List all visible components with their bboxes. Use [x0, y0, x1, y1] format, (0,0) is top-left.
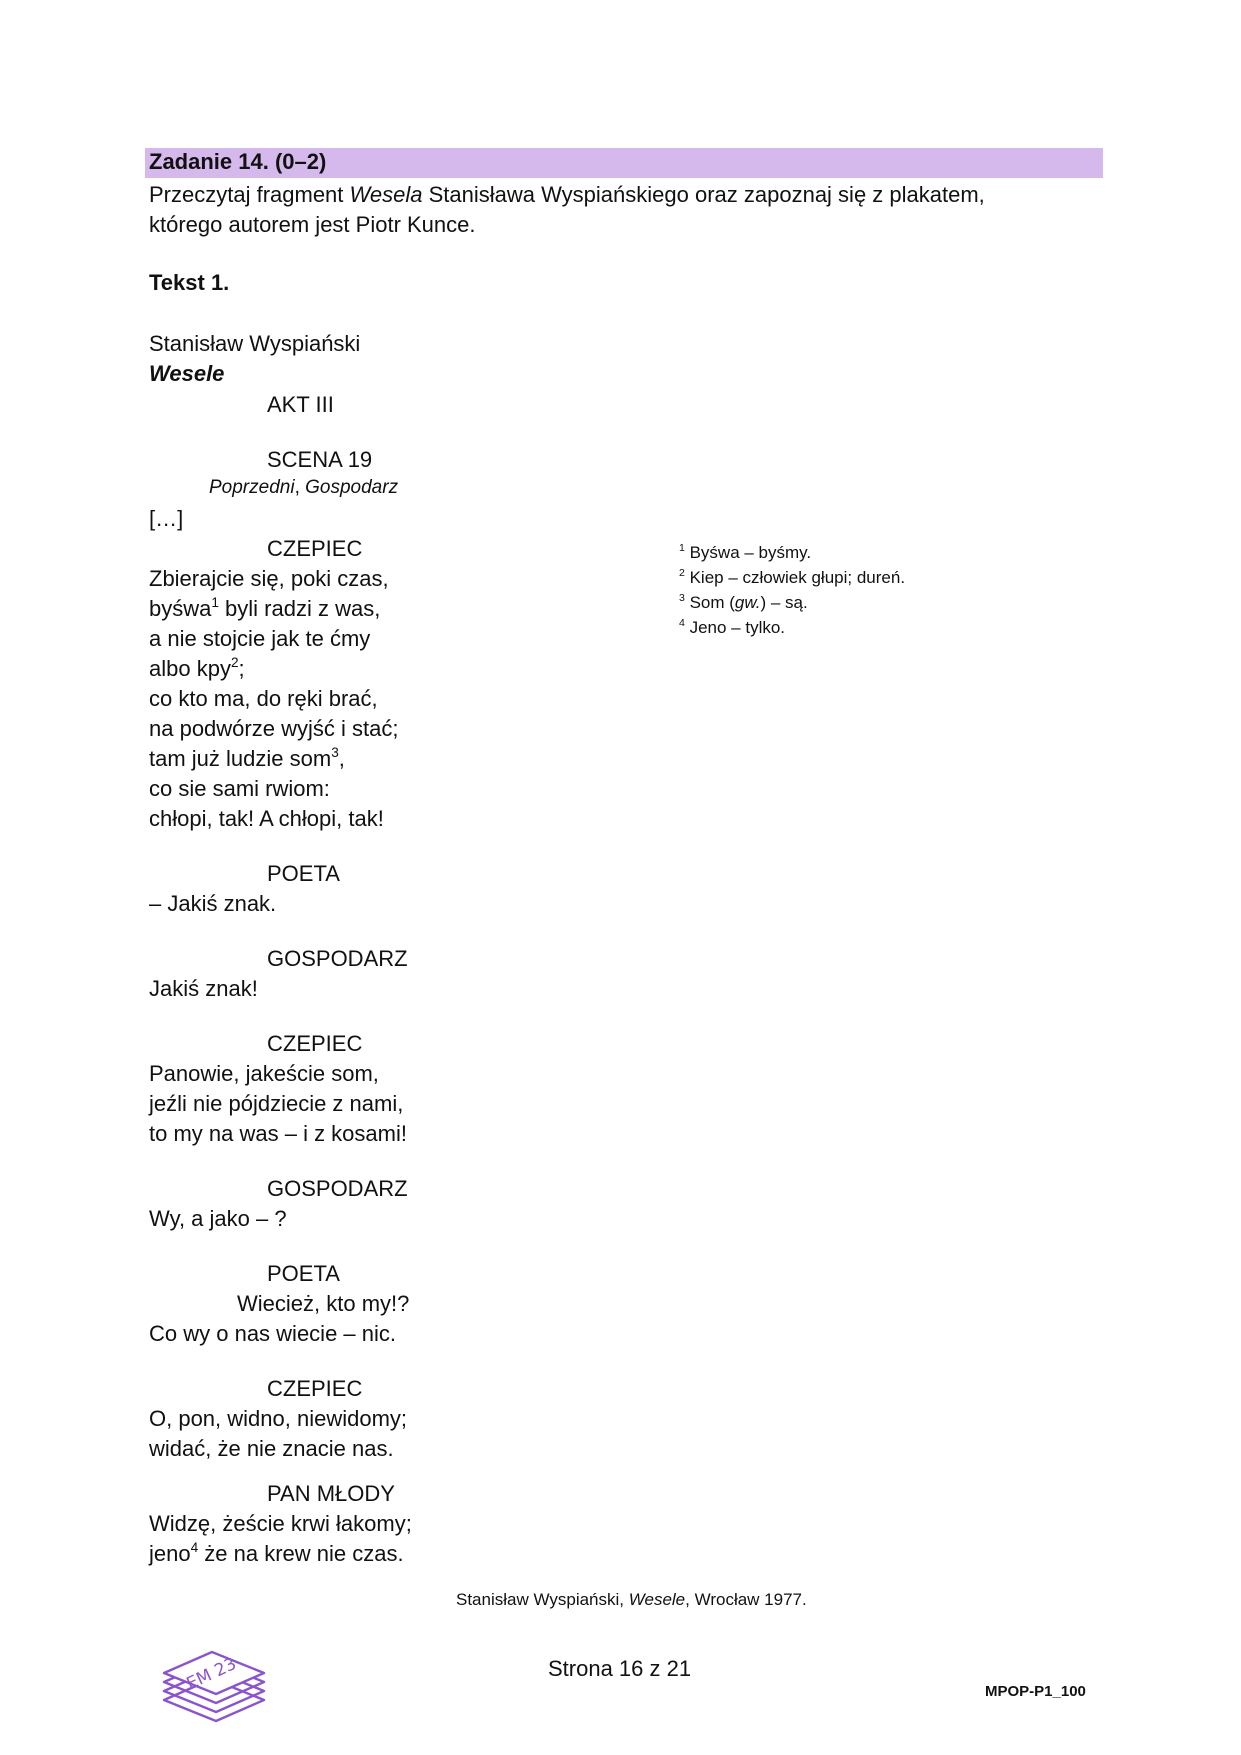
- task-title: Zadanie 14. (0–2): [149, 149, 327, 174]
- page-number: Strona 16 z 21: [548, 1656, 692, 1681]
- verse-line: a nie stojcie jak te ćmy: [149, 626, 371, 651]
- verse-line: Wiecież, kto my!?: [237, 1291, 410, 1316]
- task-instructions: Przeczytaj fragment Wesela Stanisława Wyspiańskiego oraz zapoznaj się z plakatem, którego autorem jest Piotr Kunce.: [149, 182, 985, 237]
- verse-line: Wy, a jako – ?: [149, 1206, 287, 1231]
- speaker-czepiec: CZEPIEC: [267, 1031, 363, 1056]
- speaker-czepiec: CZEPIEC: [267, 536, 363, 561]
- verse-line: Panowie, jakeście som,: [149, 1061, 379, 1086]
- verse-line: na podwórze wyjść i stać;: [149, 716, 399, 741]
- verse-line: widać, że nie znacie nas.: [149, 1436, 394, 1461]
- verse-line: O, pon, widno, niewidomy;: [149, 1406, 408, 1431]
- footnote-ref-3: 3: [331, 745, 339, 761]
- speaker-czepiec: CZEPIEC: [267, 1376, 363, 1401]
- exam-code: MPOP-P1_100: [985, 1683, 1086, 1700]
- verse-line: to my na was – i z kosami!: [149, 1121, 407, 1146]
- cke-logo-icon: [160, 1645, 272, 1727]
- verse-line: tam już ludzie som$^3$,: [149, 745, 345, 771]
- verse-line: Co wy o nas wiecie – nic.: [149, 1321, 396, 1346]
- svg-text:EM 23: EM 23: [183, 1653, 240, 1695]
- verse-line: jeno$^4$ że na krew nie czas.: [149, 1540, 404, 1566]
- verse-line: byśwa$^1$ byli radzi z was,: [149, 595, 381, 621]
- speaker-pan-mlody: PAN MŁODY: [267, 1481, 395, 1506]
- source-citation: Stanisław Wyspiański, Wesele, Wrocław 1977.: [456, 1590, 807, 1609]
- ellipsis: […]: [149, 506, 184, 531]
- footnote-ref-2: 2: [230, 655, 239, 671]
- scene-cast: Poprzedni, Gospodarz: [209, 477, 399, 498]
- verse-line: jeźli nie pójdziecie z nami,: [149, 1091, 404, 1116]
- footnote-4: $^4$ Jeno – tylko.: [679, 617, 786, 637]
- verse-line: co sie sami rwiom:: [149, 776, 330, 801]
- footnote-1: $^1$ Byśwa – byśmy.: [679, 542, 812, 562]
- verse-line: Zbierajcie się, poki czas,: [149, 566, 389, 591]
- footnote-3: $^3$ Som (gw.) – są.: [679, 592, 808, 612]
- speaker-gospodarz: GOSPODARZ: [267, 1176, 408, 1201]
- speaker-gospodarz: GOSPODARZ: [267, 946, 408, 971]
- footnote-2: $^2$ Kiep – człowiek głupi; dureń.: [679, 567, 906, 587]
- scene-heading: SCENA 19: [267, 447, 373, 472]
- verse-line: Widzę, żeście krwi łakomy;: [149, 1511, 412, 1536]
- verse-line: Jakiś znak!: [149, 976, 258, 1001]
- verse-line: co kto ma, do ręki brać,: [149, 686, 378, 711]
- author-name: Stanisław Wyspiański: [149, 331, 361, 356]
- text-heading: Tekst 1.: [149, 270, 230, 295]
- speaker-poeta: POETA: [267, 1261, 340, 1286]
- work-title: Wesele: [149, 361, 225, 386]
- verse-line: chłopi, tak! A chłopi, tak!: [149, 806, 384, 831]
- speaker-poeta: POETA: [267, 861, 340, 886]
- footnote-ref-1: 1: [211, 595, 219, 611]
- act-heading: AKT III: [267, 392, 334, 417]
- footnote-ref-4: 4: [190, 1540, 199, 1556]
- verse-line: albo kpy$^2$;: [149, 655, 245, 681]
- verse-line: – Jakiś znak.: [149, 891, 277, 916]
